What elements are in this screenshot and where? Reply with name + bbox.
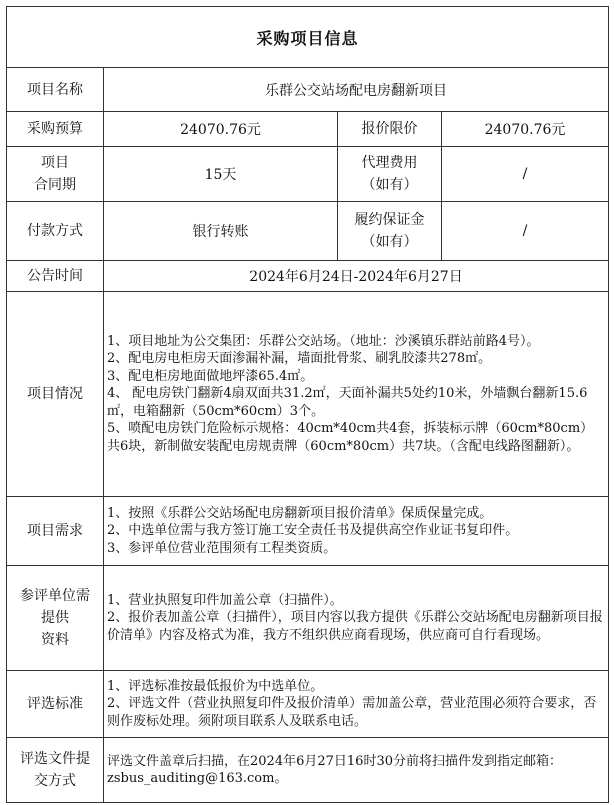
required-docs-content (104, 566, 609, 671)
project-info-item: 3、配电柜房地面做地坪漆65.4㎡。 (107, 368, 314, 384)
contract-period-label-line2: 合同期 (34, 177, 76, 193)
notice-time-value: 2024年6月24日-2024年6月27日 (104, 261, 609, 292)
evaluation-criteria-item: 2、评选文件（营业执照复印件及报价清单）需加盖公章，营业范围必须符合要求，否则作废标处理。须附项目联系人及联系电话。 (107, 696, 597, 729)
project-needs-item: 1、按照《乐群公交站场配电房翻新项目报价清单》保质保量完成。 (107, 505, 493, 521)
contract-period-value: 15天 (104, 147, 338, 202)
budget-value: 24070.76元 (104, 112, 338, 147)
project-info-item: 5、喷配电房铁门危险标示规格：40cm*40cm共4套，拆装标示牌（60cm*80cm）共6块，新制做安装配电房规责牌（60cm*80cm）共7块。（含配电线路图翻新）。 (107, 421, 594, 454)
submission-method-label-line2: 交方式 (34, 773, 76, 789)
project-name-value: 乐群公交站场配电房翻新项目 (104, 68, 609, 112)
contract-period-label (7, 147, 104, 202)
project-needs-label: 项目需求 (7, 497, 104, 566)
evaluation-criteria-content (104, 671, 609, 738)
payment-method-label: 付款方式 (7, 202, 104, 261)
agency-fee-label (338, 147, 442, 202)
project-info-content (104, 292, 609, 497)
performance-guarantee-value: / (442, 202, 609, 261)
project-info-item: 2、配电房电柜房天面渗漏补漏，墙面批骨浆、刷乳胶漆共278㎡。 (107, 351, 492, 367)
project-needs-content (104, 497, 609, 566)
performance-guarantee-label-line2: （如有） (361, 234, 418, 250)
submission-method-content: 评选文件盖章后扫描，在2024年6月27日16时30分前将扫描件发到指定邮箱：zsbus_auditing@163.com。 (104, 738, 609, 803)
required-docs-label (7, 566, 104, 671)
project-needs-item: 2、中选单位需与我方签订施工安全责任书及提供高空作业证书复印件。 (107, 523, 519, 539)
page-title: 采购项目信息 (7, 7, 609, 68)
procurement-info-table (6, 6, 609, 803)
project-needs-item: 3、参评单位营业范围须有工程类资质。 (107, 540, 337, 556)
evaluation-criteria-label: 评选标准 (7, 671, 104, 738)
notice-time-label: 公告时间 (7, 261, 104, 292)
performance-guarantee-label (338, 202, 442, 261)
required-docs-item: 2、报价表加盖公章（扫描件），项目内容以我方提供《乐群公交站场配电房翻新项目报价清单》内容及格式为准，我方不组织供应商看现场，供应商可自行看现场。 (107, 610, 603, 643)
required-docs-label-line2: 提供 (41, 610, 69, 626)
agency-fee-value: / (442, 147, 609, 202)
submission-method-label (7, 738, 104, 803)
required-docs-label-line1: 参评单位需 (20, 588, 90, 604)
project-info-label: 项目情况 (7, 292, 104, 497)
contract-period-label-line1: 项目 (41, 155, 69, 171)
agency-fee-label-line2: （如有） (361, 177, 418, 193)
agency-fee-label-line1: 代理费用 (361, 155, 418, 171)
procurement-info-sheet (6, 6, 608, 799)
required-docs-label-line3: 资料 (41, 632, 69, 648)
evaluation-criteria-item: 1、评选标准按最低报价为中选单位。 (107, 678, 324, 694)
price-limit-value: 24070.76元 (442, 112, 609, 147)
performance-guarantee-label-line1: 履约保证金 (354, 212, 425, 228)
project-info-item: 1、项目地址为公交集团：乐群公交站场。（地址：沙溪镇乐群站前路4号）。 (107, 333, 540, 349)
payment-method-value: 银行转账 (104, 202, 338, 261)
required-docs-item: 1、营业执照复印件加盖公章（扫描件）。 (107, 592, 343, 608)
project-info-item: 4、 配电房铁门翻新4扇双面共31.2㎡，天面补漏共5处约10米，外墙飘台翻新15.6㎡，电箱翻新（50cm*60cm）3个。 (107, 386, 588, 419)
project-name-label: 项目名称 (7, 68, 104, 112)
price-limit-label: 报价限价 (338, 112, 442, 147)
submission-method-label-line1: 评选文件提 (20, 751, 90, 767)
budget-label: 采购预算 (7, 112, 104, 147)
